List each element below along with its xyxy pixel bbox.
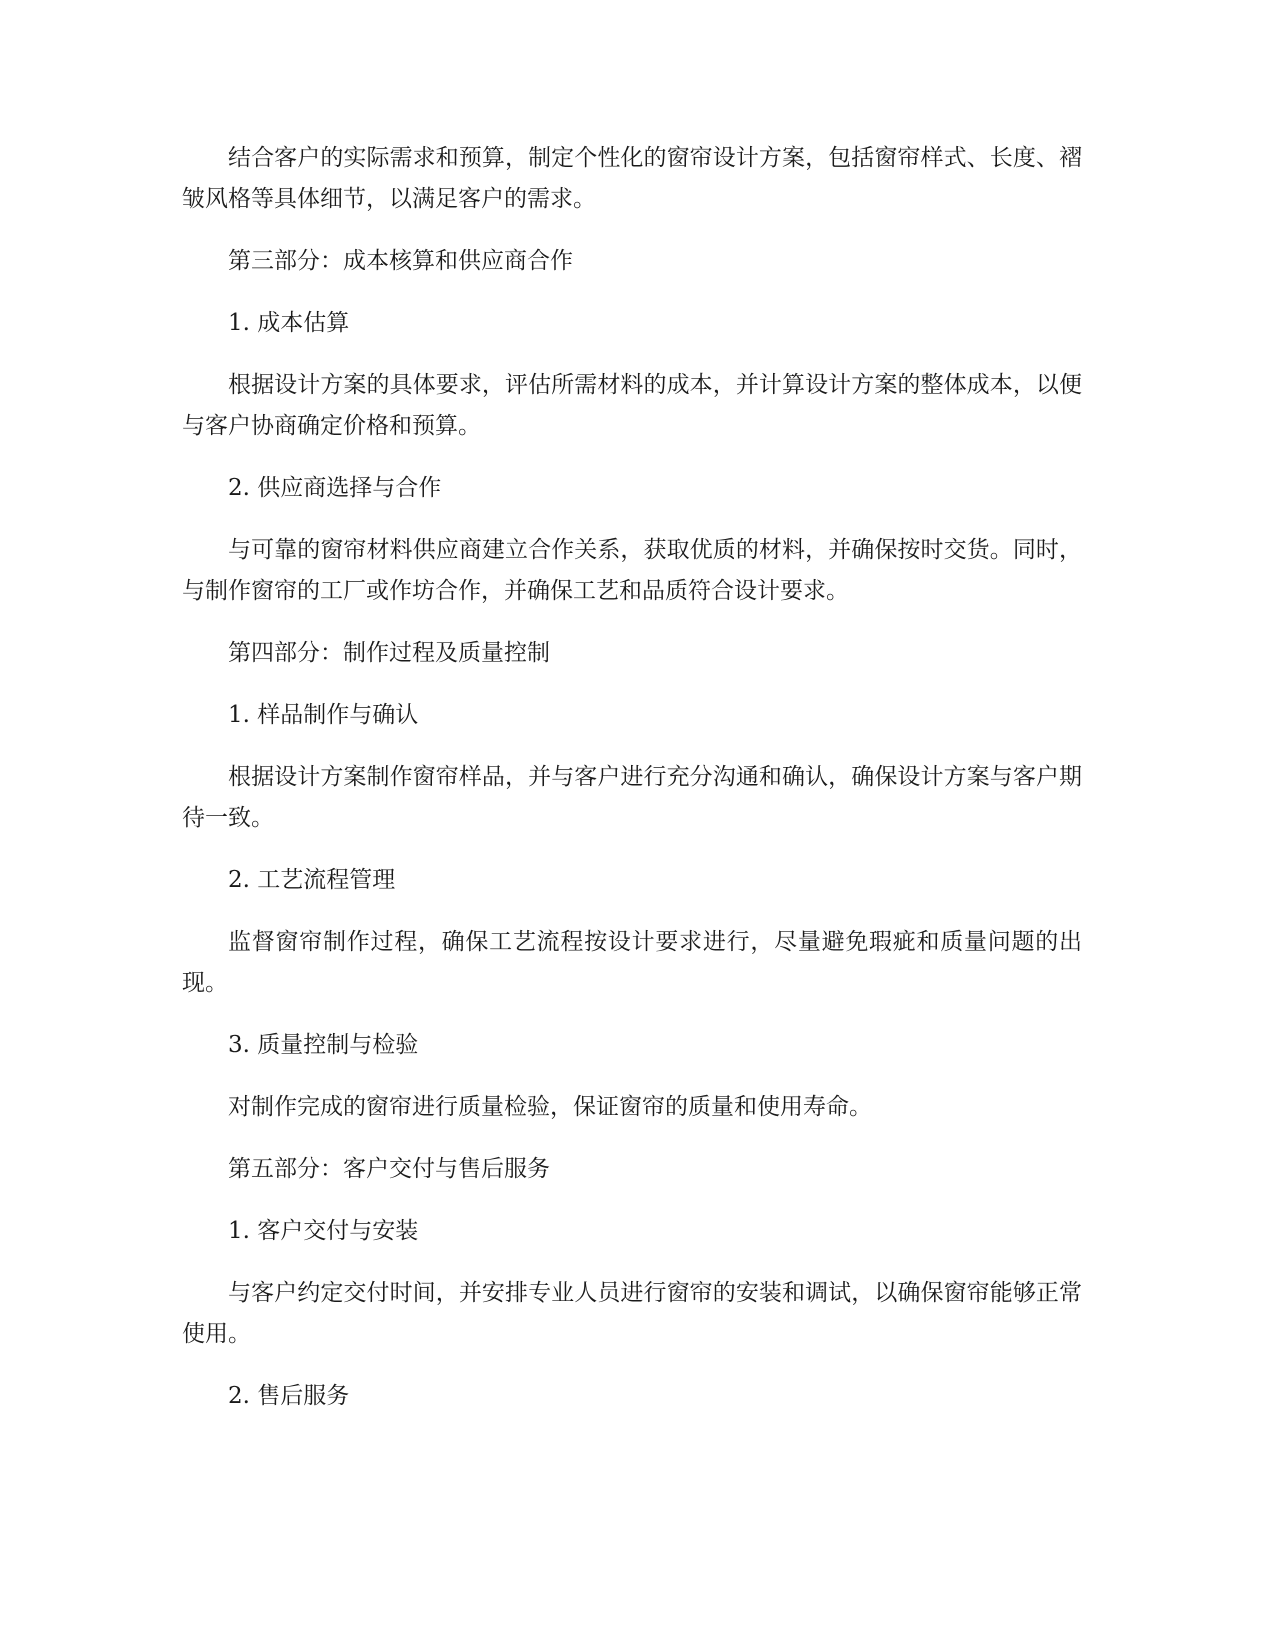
section-heading-part-four: 第四部分：制作过程及质量控制 [228, 640, 550, 666]
subheading-delivery: 1. 客户交付与安装 [228, 1218, 419, 1244]
body-paragraph-quality: 对制作完成的窗帘进行质量检验，保证窗帘的质量和使用寿命。 [228, 1094, 872, 1120]
body-paragraph-sample: 根据设计方案制作窗帘样品，并与客户进行充分沟通和确认，确保设计方案与客户期待一致。 [182, 764, 1082, 831]
subheading-quality: 3. 质量控制与检验 [228, 1032, 419, 1058]
body-paragraph-design-plan: 结合客户的实际需求和预算，制定个性化的窗帘设计方案，包括窗帘样式、长度、褶皱风格等具体细节，以满足客户的需求。 [182, 145, 1082, 212]
subheading-sample: 1. 样品制作与确认 [228, 702, 419, 728]
body-paragraph-cost-estimate: 根据设计方案的具体要求，评估所需材料的成本，并计算设计方案的整体成本，以便与客户协商确定价格和预算。 [182, 372, 1082, 439]
document-body [182, 138, 1082, 1438]
body-paragraph-delivery: 与客户约定交付时间，并安排专业人员进行窗帘的安装和调试，以确保窗帘能够正常使用。 [182, 1280, 1082, 1347]
section-heading-part-three: 第三部分：成本核算和供应商合作 [228, 248, 573, 274]
subheading-after-sales: 2. 售后服务 [228, 1383, 350, 1409]
subheading-process: 2. 工艺流程管理 [228, 867, 396, 893]
body-paragraph-process: 监督窗帘制作过程，确保工艺流程按设计要求进行，尽量避免瑕疵和质量问题的出现。 [182, 929, 1082, 996]
body-paragraph-supplier: 与可靠的窗帘材料供应商建立合作关系，获取优质的材料，并确保按时交货。同时，与制作窗帘的工厂或作坊合作，并确保工艺和品质符合设计要求。 [182, 537, 1082, 604]
subheading-cost-estimate: 1. 成本估算 [228, 310, 350, 336]
section-heading-part-five: 第五部分：客户交付与售后服务 [228, 1156, 550, 1182]
subheading-supplier: 2. 供应商选择与合作 [228, 475, 442, 501]
